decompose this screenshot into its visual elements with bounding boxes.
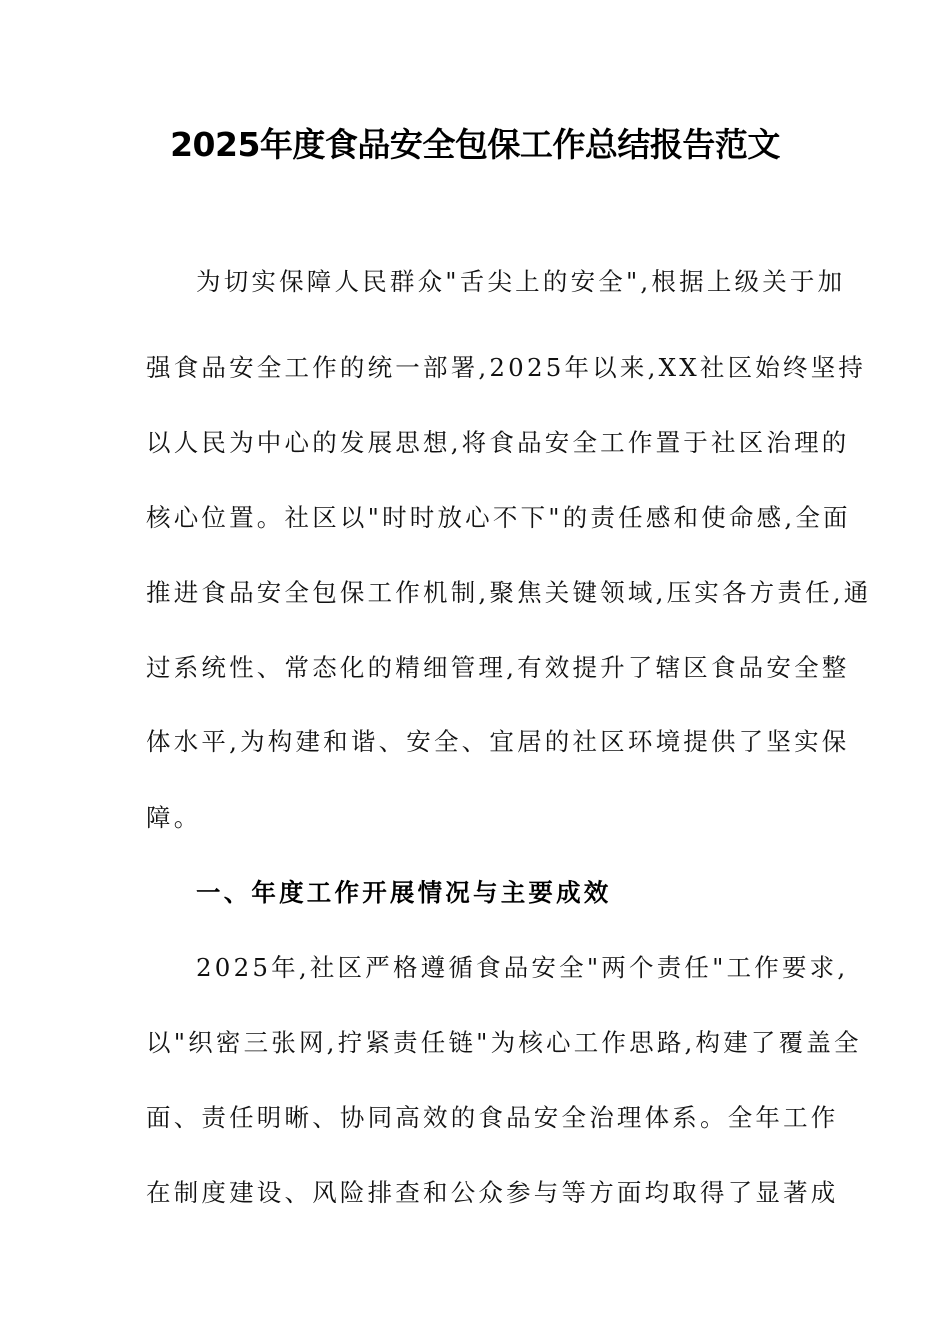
paragraph-line: 核心位置。社区以"时时放心不下"的责任感和使命感,全面 bbox=[146, 503, 851, 532]
paragraph-line: 障。 bbox=[146, 803, 202, 832]
paragraph-line: 以"织密三张网,拧紧责任链"为核心工作思路,构建了覆盖全 bbox=[146, 1028, 862, 1057]
paragraph-line: 过系统性、常态化的精细管理,有效提升了辖区食品安全整 bbox=[146, 653, 850, 682]
paragraph-line: 强食品安全工作的统一部署,2025年以来,XX社区始终坚持 bbox=[146, 353, 867, 382]
paragraph-line: 为切实保障人民群众"舌尖上的安全",根据上级关于加 bbox=[196, 267, 846, 296]
paragraph-line: 以人民为中心的发展思想,将食品安全工作置于社区治理的 bbox=[146, 428, 850, 457]
section-heading: 一、年度工作开展情况与主要成效 bbox=[196, 878, 612, 907]
paragraph-line: 推进食品安全包保工作机制,聚焦关键领域,压实各方责任,通 bbox=[146, 578, 872, 607]
paragraph-line: 在制度建设、风险排查和公众参与等方面均取得了显著成 bbox=[146, 1178, 839, 1207]
paragraph-line: 面、责任明晰、协同高效的食品安全治理体系。全年工作 bbox=[146, 1103, 839, 1132]
paragraph-line: 2025年,社区严格遵循食品安全"两个责任"工作要求, bbox=[196, 953, 849, 982]
paragraph-line: 体水平,为构建和谐、安全、宜居的社区环境提供了坚实保 bbox=[146, 727, 850, 756]
document-title: 2025年度食品安全包保工作总结报告范文 bbox=[170, 125, 780, 164]
